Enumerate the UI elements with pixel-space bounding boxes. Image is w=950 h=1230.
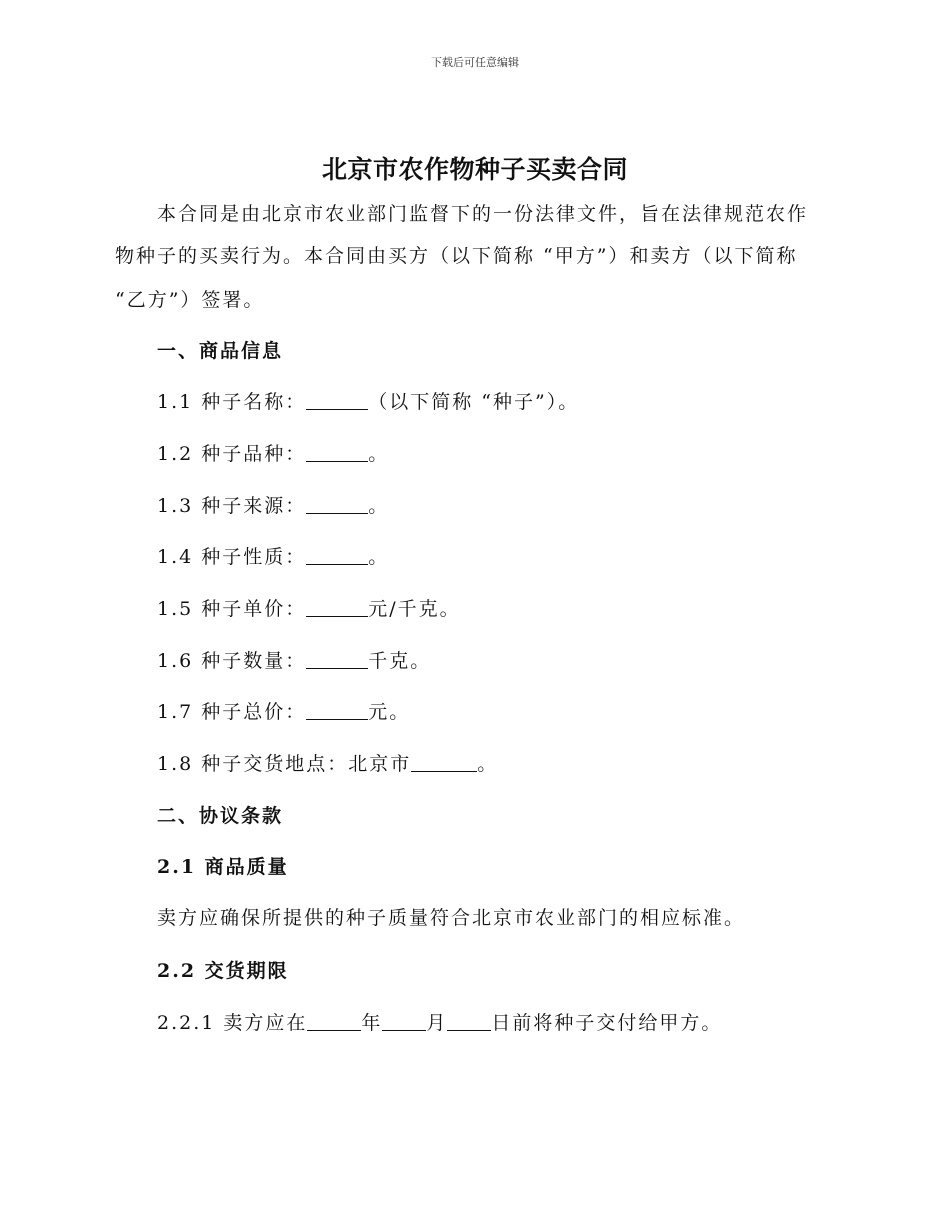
- blank-field: [306, 443, 368, 462]
- item-label: 1.2 种子品种：: [157, 443, 307, 465]
- item-label: 1.7 种子总价：: [157, 701, 307, 723]
- blank-field: [306, 701, 368, 720]
- clause-2-2-1: [157, 1008, 722, 1035]
- item-suffix: 千克。: [368, 650, 432, 672]
- item-1-5: [157, 594, 461, 621]
- blank-field: [306, 650, 368, 669]
- document-title: 北京市农作物种子买卖合同: [321, 155, 628, 184]
- item-label: 1.8 种子交货地点：北京市: [157, 753, 412, 775]
- item-1-3: [157, 491, 389, 518]
- subsection-2-2-heading: 2.2 交货期限: [157, 960, 289, 982]
- blank-month-field: [382, 1012, 426, 1031]
- month-label: 月: [426, 1012, 448, 1034]
- blank-field: [411, 753, 477, 772]
- item-label: 1.3 种子来源：: [157, 495, 307, 517]
- clause-suffix: 日前将种子交付给甲方。: [491, 1012, 723, 1034]
- intro-paragraph-line-1: 本合同是由北京市农业部门监督下的一份法律文件，旨在法律规范农作: [157, 203, 809, 225]
- item-1-7: [157, 697, 410, 724]
- item-suffix: （以下简称 “种子”）。: [368, 391, 580, 413]
- item-1-2: [157, 439, 389, 466]
- item-1-4: [157, 542, 389, 569]
- item-suffix: 元/千克。: [368, 598, 461, 620]
- item-1-1: [157, 387, 579, 414]
- blank-field: [306, 495, 368, 514]
- item-suffix: 。: [368, 443, 390, 465]
- section-1-heading: 一、商品信息: [157, 340, 284, 362]
- header-note: 下载后可任意编辑: [431, 56, 519, 69]
- subsection-2-1-text: 卖方应确保所提供的种子质量符合北京市农业部门的相应标准。: [157, 907, 746, 929]
- subsection-2-1-heading: 2.1 商品质量: [157, 856, 289, 878]
- item-suffix: 。: [368, 546, 390, 568]
- clause-prefix: 2.2.1 卖方应在: [157, 1012, 308, 1034]
- item-suffix: 。: [368, 495, 390, 517]
- item-label: 1.5 种子单价：: [157, 598, 307, 620]
- item-suffix: 元。: [368, 701, 411, 723]
- year-label: 年: [361, 1012, 383, 1034]
- blank-year-field: [307, 1012, 361, 1031]
- section-2-heading: 二、协议条款: [157, 805, 284, 827]
- item-label: 1.1 种子名称：: [157, 391, 307, 413]
- intro-paragraph-line-3: “乙方”）签署。: [115, 289, 265, 311]
- intro-paragraph-line-2: 物种子的买卖行为。本合同由买方（以下简称 “甲方”）和卖方（以下简称: [115, 245, 798, 267]
- blank-day-field: [447, 1012, 491, 1031]
- blank-field: [306, 598, 368, 617]
- item-label: 1.4 种子性质：: [157, 546, 307, 568]
- blank-field: [306, 546, 368, 565]
- item-1-6: [157, 646, 431, 673]
- item-1-8: [157, 749, 498, 776]
- item-suffix: 。: [477, 753, 499, 775]
- item-label: 1.6 种子数量：: [157, 650, 307, 672]
- blank-field: [306, 391, 368, 410]
